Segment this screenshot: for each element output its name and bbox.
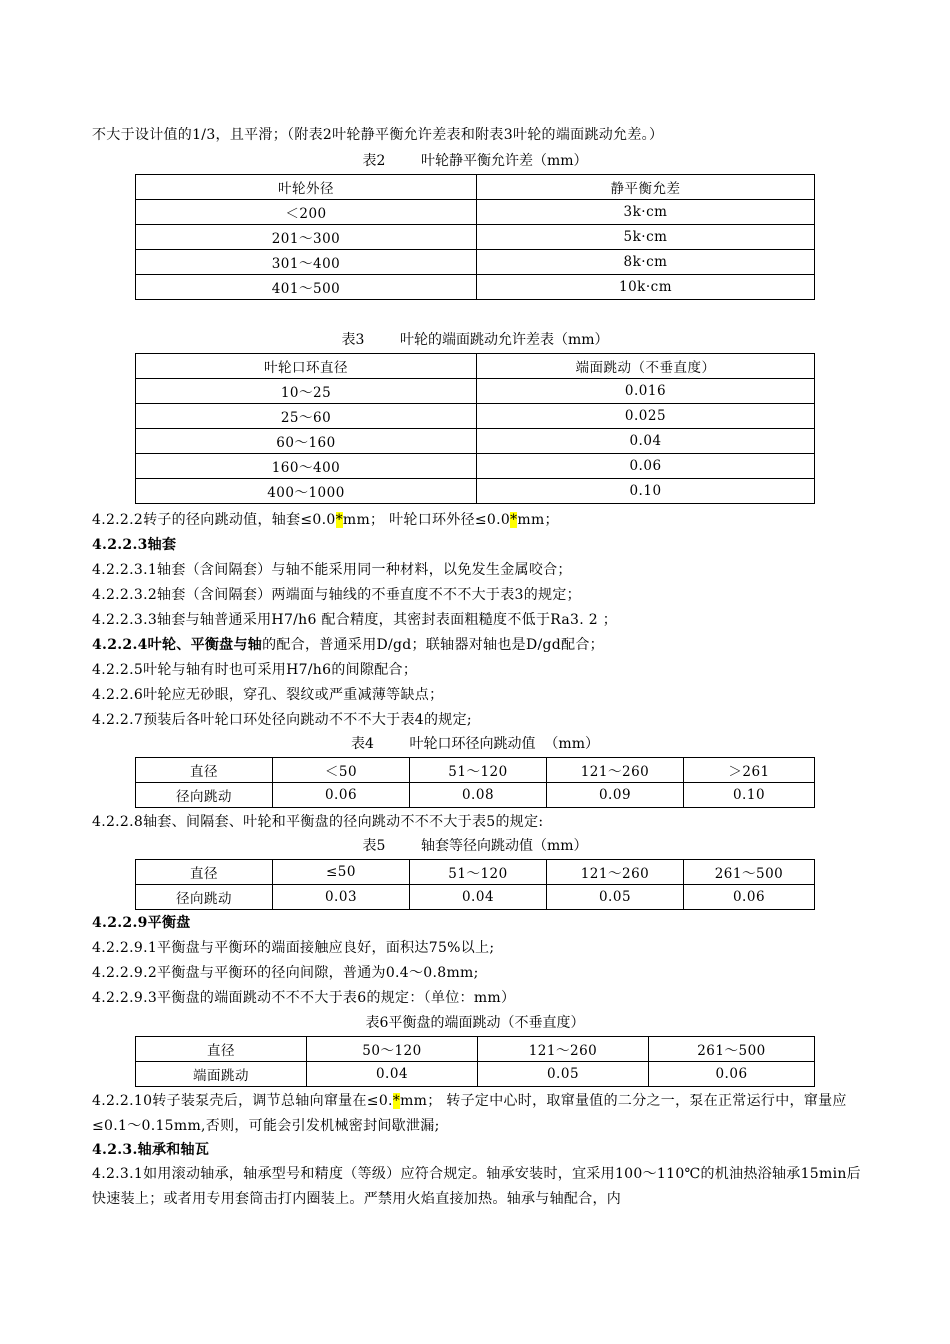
table-cell: 0.08 xyxy=(410,783,547,808)
table-cell: 160～400 xyxy=(136,454,477,479)
table2-static-balance xyxy=(135,174,815,300)
highlight-mark: * xyxy=(335,512,343,528)
table-row xyxy=(136,1062,815,1087)
table-cell: 0.016 xyxy=(477,379,815,404)
text-run: 4.2.2.10转子装泵壳后，调节总轴向窜量在≤0. xyxy=(92,1093,393,1109)
table-cell: 0.06 xyxy=(273,783,410,808)
text-run: mm； 叶轮口环外径≤0.0 xyxy=(342,512,511,528)
table-row xyxy=(136,1037,815,1062)
table-cell: 261～500 xyxy=(684,860,815,885)
heading-4-2-2-3: 4.2.2.3轴套 xyxy=(92,537,177,553)
text-run: 的配合，普通采用D/gd；联轴器对轴也是D/gd配合； xyxy=(262,637,604,653)
table-row xyxy=(136,454,815,479)
table-cell: 261～500 xyxy=(649,1037,815,1062)
table2-caption: 表2 叶轮静平衡允许差（mm） xyxy=(362,153,588,169)
table-cell: 121～260 xyxy=(547,758,684,783)
paragraph-4-2-2-6: 4.2.2.6叶轮应无砂眼，穿孔、裂纹或严重减薄等缺点； xyxy=(92,687,444,703)
table-cell: 51～120 xyxy=(410,860,547,885)
paragraph-4-2-2-4 xyxy=(92,635,604,655)
table-cell: 60～160 xyxy=(136,429,477,454)
table-cell: 0.04 xyxy=(307,1062,478,1087)
table-cell: 径向跳动 xyxy=(136,885,273,910)
paragraph-4-2-2-5: 4.2.2.5叶轮与轴有时也可采用H7/h6的间隙配合； xyxy=(92,662,418,678)
paragraph-4-2-2-9-2: 4.2.2.9.2平衡盘与平衡环的径向间隙，普通为0.4～0.8mm; xyxy=(92,965,479,981)
table5-sleeve-runout xyxy=(135,859,815,910)
text-run: mm； 转子定中心时，取窜量值的二分之一，泵在正常运行中，窜量应≤0.1～0.15mm,否则，可能会引发机械密封间歇泄漏; xyxy=(92,1093,847,1134)
table-cell: 10k·cm xyxy=(477,275,815,300)
table-cell: 0.025 xyxy=(477,404,815,429)
table-header-cell: 叶轮口环直径 xyxy=(136,354,477,379)
table4-caption: 表4 叶轮口环径向跳动值 （mm） xyxy=(351,736,599,752)
paragraph-4-2-2-3-2: 4.2.2.3.2轴套（含间隔套）两端面与轴线的不垂直度不不不大于表3的规定； xyxy=(92,587,581,603)
table-cell: ＜50 xyxy=(273,758,410,783)
table-cell: 121～260 xyxy=(478,1037,649,1062)
heading-4-2-2-9: 4.2.2.9平衡盘 xyxy=(92,915,191,931)
table-cell: 0.04 xyxy=(410,885,547,910)
table-cell: 3k·cm xyxy=(477,200,815,225)
highlight-mark: * xyxy=(510,512,518,528)
table-row xyxy=(136,885,815,910)
table-header-cell: 静平衡允差 xyxy=(477,175,815,200)
table-row xyxy=(136,860,815,885)
table-cell: 0.04 xyxy=(477,429,815,454)
table-cell: 0.06 xyxy=(477,454,815,479)
table-row xyxy=(136,404,815,429)
text-run: 4.2.2.2转子的径向跳动值，轴套≤0.0 xyxy=(92,512,336,528)
table-row xyxy=(136,225,815,250)
paragraph-4-2-2-2 xyxy=(92,510,559,530)
table-row xyxy=(136,429,815,454)
table6-caption: 表6平衡盘的端面跳动（不垂直度） xyxy=(365,1015,585,1031)
table-header-cell: 端面跳动（不垂直度） xyxy=(477,354,815,379)
table-cell: 121～260 xyxy=(547,860,684,885)
table-cell: 0.05 xyxy=(478,1062,649,1087)
table3-face-runout xyxy=(135,353,815,504)
table-cell: 301～400 xyxy=(136,250,477,275)
table5-caption: 表5 轴套等径向跳动值（mm） xyxy=(362,838,588,854)
table-cell: 51～120 xyxy=(410,758,547,783)
table-cell: 10～25 xyxy=(136,379,477,404)
table-row xyxy=(136,354,815,379)
table-cell: 201～300 xyxy=(136,225,477,250)
table-row xyxy=(136,479,815,504)
table-cell: 8k·cm xyxy=(477,250,815,275)
table-cell: 400～1000 xyxy=(136,479,477,504)
table-cell: 0.06 xyxy=(649,1062,815,1087)
table4-ring-runout xyxy=(135,757,815,808)
table-cell: 401～500 xyxy=(136,275,477,300)
paragraph-4-2-2-7: 4.2.2.7预装后各叶轮口环处径向跳动不不不大于表4的规定; xyxy=(92,712,472,728)
table-cell: 直径 xyxy=(136,1037,307,1062)
paragraph-4-2-3-1: 4.2.3.1如用滚动轴承，轴承型号和精度（等级）应符合规定。轴承安装时，宜采用100～110℃的机油热浴轴承15min后快速装上；或者用专用套筒击打内圈装上。严禁用火焰直接加热。轴承与轴配合，内 xyxy=(92,1166,861,1207)
table-row xyxy=(136,175,815,200)
table-row xyxy=(136,783,815,808)
table-cell: 径向跳动 xyxy=(136,783,273,808)
table-cell: 0.06 xyxy=(684,885,815,910)
table-cell: ＜200 xyxy=(136,200,477,225)
table-cell: ≤50 xyxy=(273,860,410,885)
paragraph-4-2-2-9-1: 4.2.2.9.1平衡盘与平衡环的端面接触应良好，面积达75%以上; xyxy=(92,940,495,956)
table-cell: 25～60 xyxy=(136,404,477,429)
heading-4-2-3: 4.2.3.轴承和轴瓦 xyxy=(92,1142,210,1158)
paragraph-4-2-2-8: 4.2.2.8轴套、间隔套、叶轮和平衡盘的径向跳动不不不大于表5的规定: xyxy=(92,814,544,830)
table-cell: 5k·cm xyxy=(477,225,815,250)
intro-text: 不大于设计值的1/3，且平滑；（附表2叶轮静平衡允许差表和附表3叶轮的端面跳动允差。） xyxy=(92,127,664,143)
table-cell: 0.09 xyxy=(547,783,684,808)
table-cell: 直径 xyxy=(136,758,273,783)
table3-caption: 表3 叶轮的端面跳动允许差表（mm） xyxy=(341,332,609,348)
table-cell: ＞261 xyxy=(684,758,815,783)
table-row xyxy=(136,200,815,225)
table-header-cell: 叶轮外径 xyxy=(136,175,477,200)
table-cell: 0.05 xyxy=(547,885,684,910)
table-row xyxy=(136,379,815,404)
paragraph-4-2-2-9-3: 4.2.2.9.3平衡盘的端面跳动不不不大于表6的规定：（单位：mm） xyxy=(92,990,516,1006)
table-cell: 0.03 xyxy=(273,885,410,910)
table-row xyxy=(136,275,815,300)
table-cell: 端面跳动 xyxy=(136,1062,307,1087)
highlight-mark: * xyxy=(392,1093,401,1109)
paragraph-4-2-2-3-1: 4.2.2.3.1轴套（含间隔套）与轴不能采用同一种材料，以免发生金属咬合； xyxy=(92,562,572,578)
table-row xyxy=(136,758,815,783)
paragraph-4-2-2-10 xyxy=(92,1089,862,1139)
text-run-bold: 4.2.2.4叶轮、平衡盘与轴 xyxy=(92,637,263,653)
table-cell: 50～120 xyxy=(307,1037,478,1062)
table-cell: 0.10 xyxy=(477,479,815,504)
text-run: mm； xyxy=(517,512,559,528)
table-cell: 直径 xyxy=(136,860,273,885)
table6-balance-disc-runout xyxy=(135,1036,815,1087)
table-cell: 0.10 xyxy=(684,783,815,808)
paragraph-4-2-2-3-3: 4.2.2.3.3轴套与轴普通采用H7/h6 配合精度，其密封表面粗糙度不低于Ra3. 2 ； xyxy=(92,612,618,628)
table-row xyxy=(136,250,815,275)
